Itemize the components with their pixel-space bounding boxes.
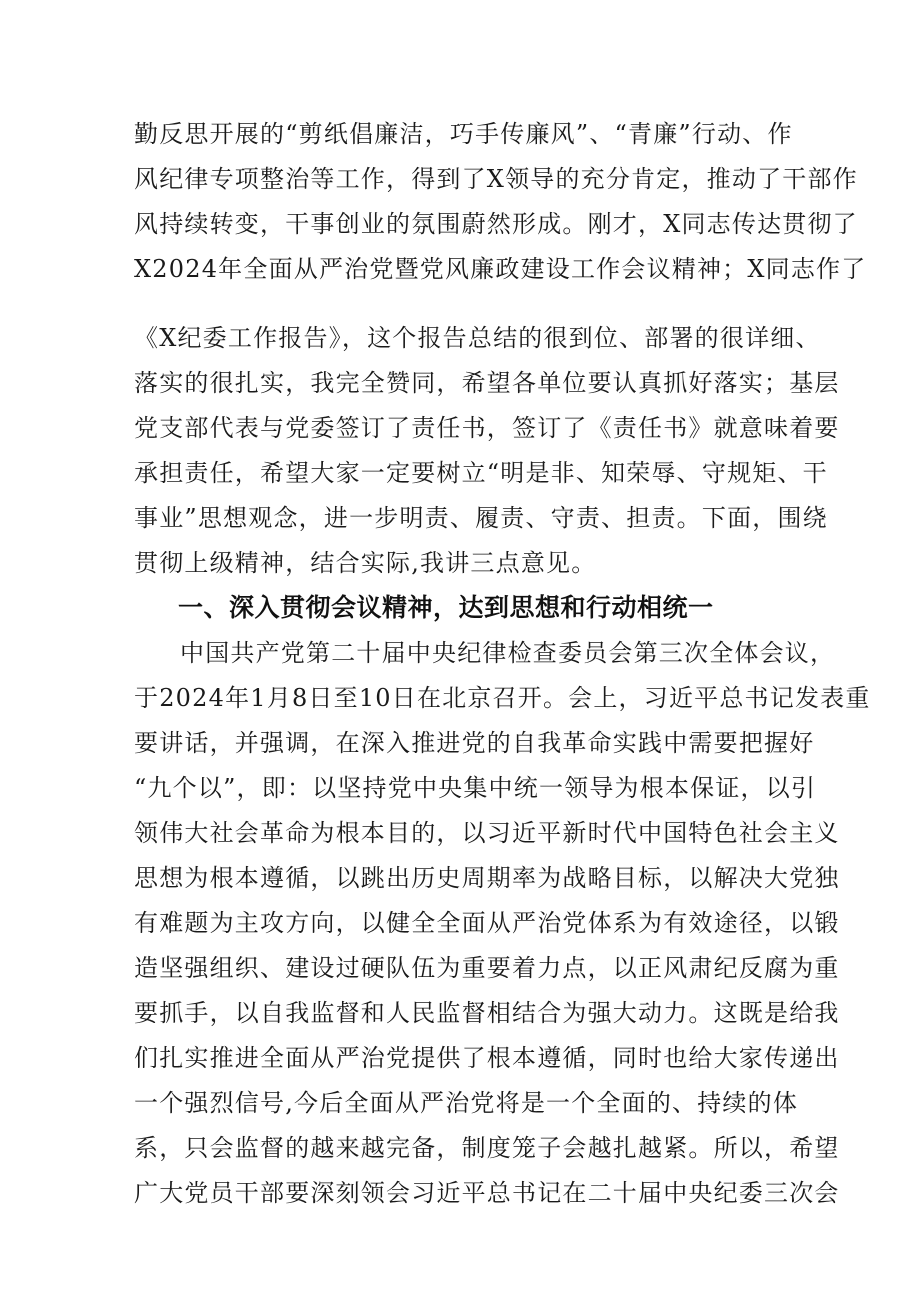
paragraph-line: 要抓手，以自我监督和人民监督相结合为强大动力。这既是给我: [134, 999, 840, 1027]
paragraph-line: 勤反思开展的“剪纸倡廉洁，巧手传廉风”、“青廉”行动、作: [134, 120, 793, 148]
paragraph-line: X2024年全面从严治党暨党风廉政建设工作会议精神；X同志作了: [134, 255, 867, 283]
paragraph-line: 于2024年1月8日至10日在北京召开。会上，习近平总书记发表重: [134, 684, 871, 712]
paragraph-line: 事业”思想观念，进一步明责、履责、守责、担责。下面，围绕: [134, 504, 828, 532]
paragraph-line: 承担责任，希望大家一定要树立“明是非、知荣辱、守规矩、干: [134, 459, 828, 487]
paragraph-line: 一个强烈信号,今后全面从严治党将是一个全面的、持续的体: [134, 1089, 799, 1117]
paragraph-line: 风持续转变，干事创业的氛围蔚然形成。刚才，X同志传达贯彻了: [134, 210, 858, 238]
paragraph-line: 思想为根本遵循，以跳出历史周期率为战略目标，以解决大党独: [134, 864, 840, 892]
paragraph-line: 党支部代表与党委签订了责任书，签订了《责任书》就意味着要: [134, 414, 840, 442]
paragraph-line: 风纪律专项整治等工作，得到了X领导的充分肯定，推动了干部作: [134, 165, 858, 193]
paragraph-line: 造坚强组织、建设过硬队伍为重要着力点，以正风肃纪反腐为重: [134, 954, 840, 982]
paragraph-line: 要讲话，并强调，在深入推进党的自我革命实践中需要把握好: [134, 729, 815, 757]
paragraph-line: 们扎实推进全面从严治党提供了根本遵循，同时也给大家传递出: [134, 1044, 840, 1072]
paragraph-line: 《X纪委工作报告》，这个报告总结的很到位、部署的很详细、: [134, 324, 821, 352]
paragraph-line: 有难题为主攻方向，以健全全面从严治党体系为有效途径，以锻: [134, 909, 840, 937]
section-heading: 一、深入贯彻会议精神，达到思想和行动相统一: [178, 593, 714, 622]
paragraph-line: 中国共产党第二十届中央纪律检查委员会第三次全体会议，: [180, 639, 836, 667]
paragraph-line: 广大党员干部要深刻领会习近平总书记在二十届中央纪委三次会: [134, 1179, 840, 1207]
paragraph-line: 系，只会监督的越来越完备，制度笼子会越扎越紧。所以，希望: [134, 1134, 840, 1162]
paragraph-line: 领伟大社会革命为根本目的，以习近平新时代中国特色社会主义: [134, 819, 840, 847]
paragraph-line: 落实的很扎实，我完全赞同，希望各单位要认真抓好落实；基层: [134, 369, 840, 397]
paragraph-line: 贯彻上级精神，结合实际,我讲三点意见。: [134, 549, 597, 577]
paragraph-line: “九个以”，即：以坚持党中央集中统一领导为根本保证，以引: [134, 774, 817, 802]
